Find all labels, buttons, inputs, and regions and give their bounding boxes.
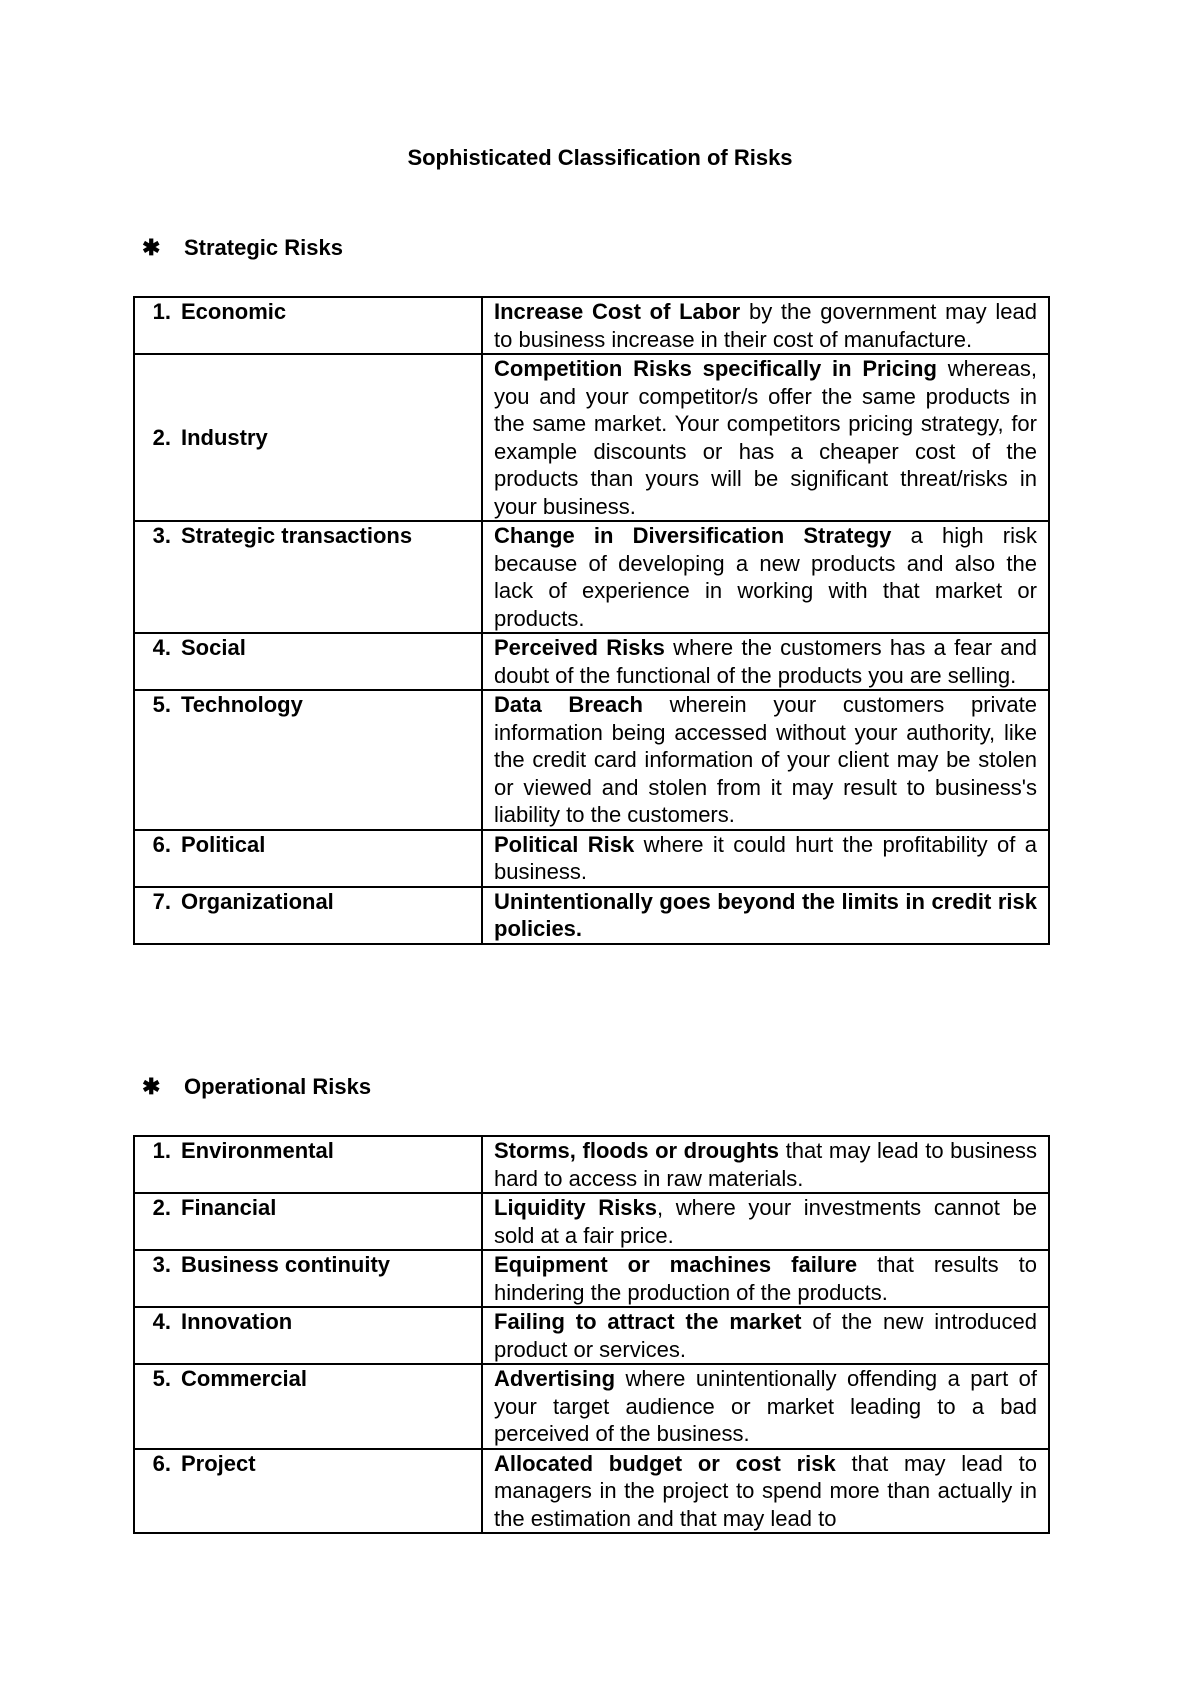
risk-description: where the customers has a fear and doubt of the functional of the products you are selling. [494, 635, 1037, 688]
table-row [134, 1250, 1049, 1307]
risk-description: wherein your customers private information being accessed without your authority, like the credit card information of your client may be stolen or viewed and stolen from it may result to business's liability to the customers. [494, 692, 1037, 827]
risk-name: Political Risk [494, 831, 635, 857]
table-row [134, 690, 1049, 830]
risk-description: that may lead to business hard to access in raw materials. [494, 1138, 1037, 1191]
risk-name: Data Breach [494, 692, 643, 717]
risk-name: Storms, floods or droughts [494, 1138, 779, 1163]
risk-description: whereas, you and your competitor/s offer the same products in the same market. Your competitors pricing strategy, for example discounts or has a cheaper cost of the products than yours will be significant threat/risks in your business. [494, 356, 1037, 519]
table-row [134, 521, 1049, 633]
risk-category: Strategic transactions [181, 523, 413, 548]
table-row [134, 887, 1049, 944]
operational-risks-table [133, 1135, 1050, 1534]
risk-description: where unintentionally offending a part of your target audience or market leading to a bad perceived of the business. [494, 1366, 1037, 1446]
row-number: 7. [152, 888, 171, 914]
risk-category: Economic [181, 299, 287, 324]
table-row [134, 354, 1049, 521]
risk-name: Competition Risks specifically in Pricing [494, 356, 937, 381]
table-row [134, 1136, 1049, 1193]
risk-category: Innovation [181, 1309, 293, 1334]
row-number: 5. [152, 1366, 171, 1391]
row-number: 1. [152, 1138, 171, 1163]
table-row [134, 1449, 1049, 1533]
row-number: 4. [152, 635, 171, 660]
risk-description: that may lead to managers in the project to spend more than actually in the estimation and that may lead to [494, 1450, 1037, 1531]
section-heading-operational [142, 1074, 371, 1100]
risk-name: Advertising [494, 1366, 616, 1391]
page-title: Sophisticated Classification of Risks [407, 145, 793, 170]
asterisk-bullet-icon: ✱ [142, 235, 161, 260]
table-row [134, 1307, 1049, 1364]
risk-description: a high risk because of developing a new products and also the lack of experience in working with that market or products. [494, 523, 1037, 631]
risk-category: Social [181, 635, 246, 660]
risk-category: Political [181, 831, 266, 857]
row-number: 1. [152, 299, 171, 324]
risk-category: Environmental [181, 1138, 334, 1163]
strategic-risks-table [133, 296, 1050, 945]
risk-description: , where your investments cannot be sold at a fair price. [494, 1195, 1037, 1248]
risk-category: Industry [181, 424, 268, 450]
risk-name: Change in Diversification Strategy [494, 523, 892, 548]
row-number: 4. [152, 1309, 171, 1334]
row-number: 3. [152, 1252, 171, 1277]
row-number: 3. [152, 523, 171, 548]
risk-category: Technology [181, 692, 303, 717]
risk-category: Commercial [181, 1366, 307, 1391]
risk-name: Equipment or machines failure [494, 1252, 858, 1277]
table-row [134, 633, 1049, 690]
section-heading-label: Operational Risks [184, 1074, 372, 1099]
risk-category: Financial [181, 1195, 277, 1220]
row-number: 2. [152, 1195, 171, 1220]
row-number: 6. [152, 1450, 171, 1476]
risk-category: Project [181, 1450, 256, 1476]
risk-name: Increase Cost of Labor [494, 299, 741, 324]
risk-name: Liquidity Risks [494, 1195, 658, 1220]
risk-name: Perceived Risks [494, 635, 665, 660]
section-heading-strategic [142, 235, 343, 261]
risk-description: of the new introduced product or services. [494, 1309, 1037, 1362]
section-heading-label: Strategic Risks [184, 235, 343, 260]
risk-category: Business continuity [181, 1252, 391, 1277]
risk-category: Organizational [181, 888, 334, 914]
table-row [134, 830, 1049, 887]
clipped-description [494, 1450, 1037, 1532]
asterisk-bullet-icon: ✱ [142, 1074, 161, 1099]
risk-description: where it could hurt the profitability of a business. [494, 831, 1037, 884]
risk-name: Unintentionally goes beyond the limits in credit risk policies. [494, 888, 1037, 941]
risk-name: Failing to attract the market [494, 1309, 802, 1334]
table-row [134, 297, 1049, 354]
risk-description: by the government may lead to business increase in their cost of manufacture. [494, 299, 1038, 352]
table-row [134, 1193, 1049, 1250]
risk-description: that results to hindering the production of the products. [494, 1252, 1037, 1305]
row-number: 5. [152, 692, 171, 717]
table-row [134, 1364, 1049, 1449]
row-number: 6. [152, 831, 171, 857]
row-number: 2. [152, 424, 171, 450]
risk-name: Allocated budget or cost risk [494, 1450, 836, 1476]
